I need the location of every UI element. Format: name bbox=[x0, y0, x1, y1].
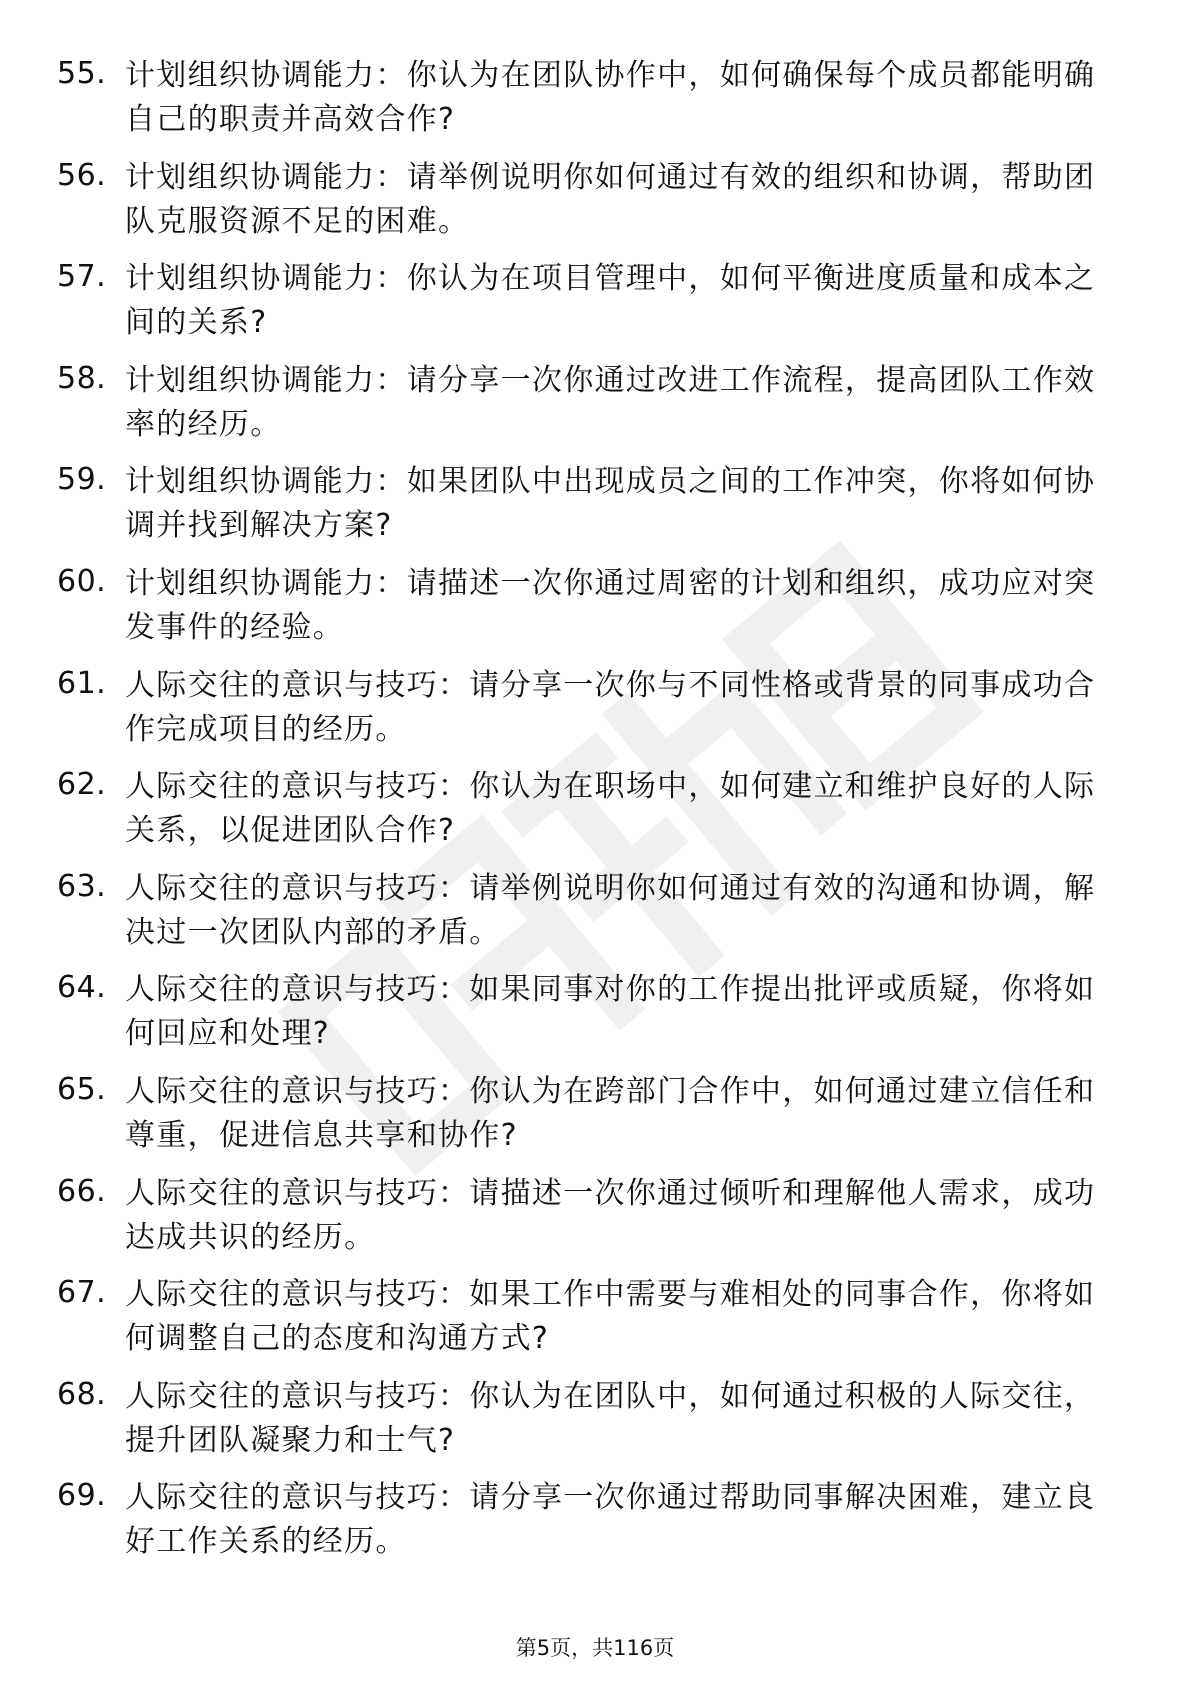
question-text: 计划组织协调能力：你认为在团队协作中，如何确保每个成员都能明确自己的职责并高效合作? bbox=[125, 58, 1096, 137]
question-item bbox=[0, 150, 1190, 252]
question-item bbox=[0, 251, 1190, 353]
question-number: 68. bbox=[57, 1376, 107, 1412]
question-number: 66. bbox=[57, 1173, 107, 1209]
question-number: 65. bbox=[57, 1071, 107, 1107]
question-item bbox=[0, 1064, 1190, 1166]
question-text: 计划组织协调能力：请分享一次你通过改进工作流程，提高团队工作效率的经历。 bbox=[125, 362, 1096, 442]
question-number: 59. bbox=[57, 462, 107, 498]
question-text: 计划组织协调能力：如果团队中出现成员之间的工作冲突，你将如何协调并找到解决方案? bbox=[125, 464, 1096, 544]
question-text: 计划组织协调能力：你认为在项目管理中，如何平衡进度质量和成本之间的关系? bbox=[125, 261, 1096, 341]
question-number: 57. bbox=[57, 259, 107, 295]
question-number: 63. bbox=[57, 868, 107, 904]
question-text: 人际交往的意识与技巧：你认为在跨部门合作中，如何通过建立信任和尊重，促进信息共享和协作? bbox=[125, 1073, 1096, 1153]
question-item bbox=[0, 759, 1190, 861]
question-text: 人际交往的意识与技巧：请举例说明你如何通过有效的沟通和协调，解决过一次团队内部的矛盾。 bbox=[125, 870, 1096, 950]
question-number: 67. bbox=[57, 1275, 107, 1311]
question-text: 人际交往的意识与技巧：请描述一次你通过倾听和理解他人需求，成功达成共识的经历。 bbox=[125, 1175, 1096, 1255]
question-number: 64. bbox=[57, 970, 107, 1006]
question-text: 计划组织协调能力：请描述一次你通过周密的计划和组织，成功应对突发事件的经验。 bbox=[125, 565, 1096, 645]
question-item bbox=[0, 861, 1190, 963]
question-item bbox=[0, 1166, 1190, 1268]
question-text: 人际交往的意识与技巧：请分享一次你与不同性格或背景的同事成功合作完成项目的经历。 bbox=[125, 667, 1096, 747]
question-text: 计划组织协调能力：请举例说明你如何通过有效的组织和协调，帮助团队克服资源不足的困难。 bbox=[125, 159, 1096, 239]
question-number: 56. bbox=[57, 157, 107, 193]
question-text: 人际交往的意识与技巧：你认为在职场中，如何建立和维护良好的人际关系，以促进团队合作? bbox=[125, 769, 1096, 849]
question-text: 人际交往的意识与技巧：你认为在团队中，如何通过积极的人际交往，提升团队凝聚力和士气? bbox=[125, 1378, 1096, 1458]
question-item bbox=[0, 658, 1190, 760]
question-number: 55. bbox=[57, 56, 107, 91]
question-number: 62. bbox=[57, 767, 107, 803]
question-item bbox=[0, 962, 1190, 1064]
question-number: 58. bbox=[57, 360, 107, 396]
page-number-label: 第5页，共116页 bbox=[515, 1636, 675, 1660]
question-list bbox=[0, 48, 1190, 1572]
question-item bbox=[0, 48, 1190, 150]
question-text: 人际交往的意识与技巧：请分享一次你通过帮助同事解决困难，建立良好工作关系的经历。 bbox=[125, 1480, 1096, 1560]
question-number: 60. bbox=[57, 563, 107, 599]
question-text: 人际交往的意识与技巧：如果同事对你的工作提出批评或质疑，你将如何回应和处理? bbox=[125, 972, 1096, 1052]
question-number: 61. bbox=[57, 665, 107, 701]
question-item bbox=[0, 1470, 1190, 1572]
question-item bbox=[0, 1267, 1190, 1369]
question-text: 人际交往的意识与技巧：如果工作中需要与难相处的同事合作，你将如何调整自己的态度和沟通方式? bbox=[125, 1277, 1096, 1357]
question-item bbox=[0, 556, 1190, 658]
question-item bbox=[0, 353, 1190, 455]
page-footer bbox=[0, 1634, 1190, 1662]
question-item bbox=[0, 454, 1190, 556]
question-number: 69. bbox=[57, 1478, 107, 1514]
question-item bbox=[0, 1369, 1190, 1471]
